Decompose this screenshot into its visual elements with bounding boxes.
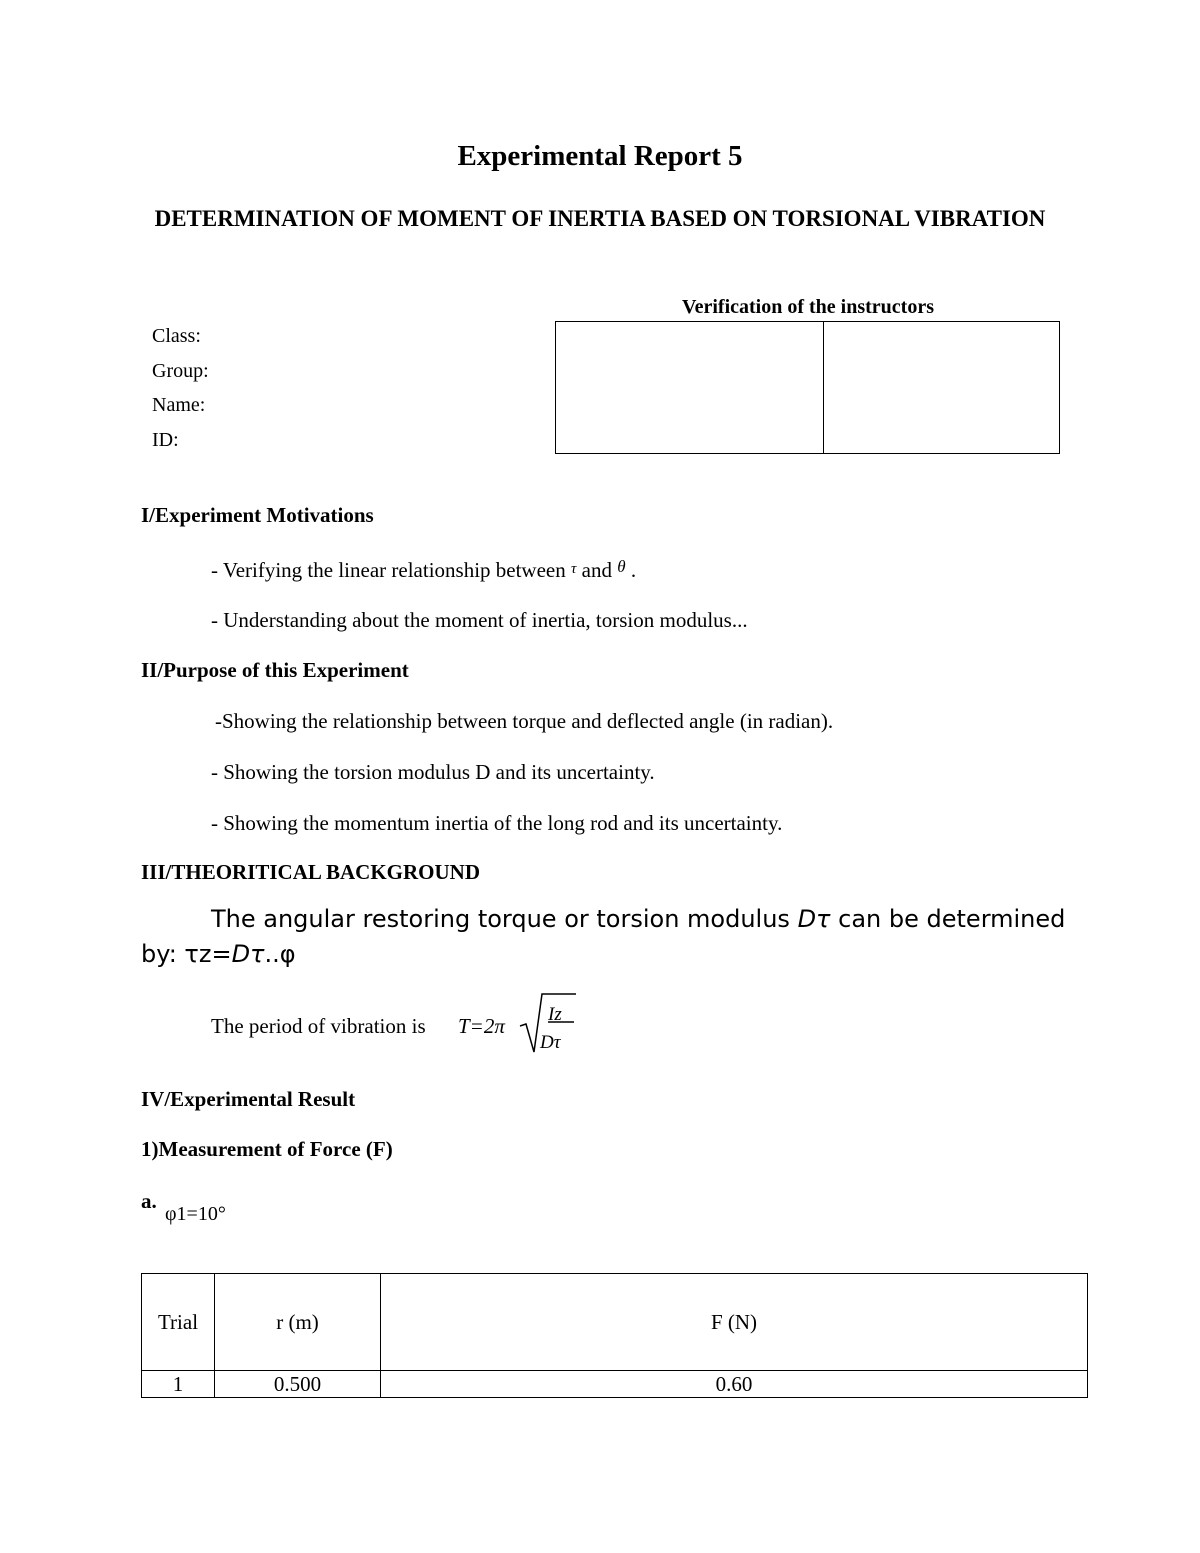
bullet1-and: and xyxy=(581,558,612,582)
table-header-r: r (m) xyxy=(215,1274,381,1371)
bullet1-prefix: - Verifying the linear relationship between xyxy=(211,558,566,582)
id-label: ID: xyxy=(152,429,179,451)
subsection1-heading: 1)Measurement of Force (F) xyxy=(141,1137,393,1161)
fraction-numerator: Iz xyxy=(548,1004,562,1025)
theory-line2-symbol: Dτ xyxy=(231,940,265,968)
table-header-row xyxy=(142,1274,1088,1371)
section1-bullet2: - Understanding about the moment of inertia, torsion modulus... xyxy=(211,608,748,632)
section2-heading: II/Purpose of this Experiment xyxy=(141,658,409,682)
section1-heading: I/Experiment Motivations xyxy=(141,503,374,527)
section2-bullet1: -Showing the relationship between torque and deflected angle (in radian). xyxy=(215,709,834,733)
fraction-denominator: Dτ xyxy=(540,1032,561,1053)
theory-line2 xyxy=(141,940,296,968)
name-label: Name: xyxy=(152,394,206,416)
theta-symbol: θ xyxy=(617,557,626,576)
report-subtitle: DETERMINATION OF MOMENT OF INERTIA BASED ON TORSIONAL VIBRATION xyxy=(154,206,1046,231)
section2-bullet2: - Showing the torsion modulus D and its uncertainty. xyxy=(211,760,655,784)
report-title: Experimental Report 5 xyxy=(457,140,743,172)
group-label: Group: xyxy=(152,360,209,382)
item-a-label: a. xyxy=(141,1189,157,1213)
verification-cell-right xyxy=(824,322,1060,453)
theory-line1-suffix: can be determined xyxy=(838,905,1066,933)
table-cell-trial: 1 xyxy=(142,1371,215,1398)
section4-heading: IV/Experimental Result xyxy=(141,1087,356,1111)
tau-symbol: τ xyxy=(571,561,577,577)
theory-line1-prefix: The angular restoring torque or torsion modulus xyxy=(211,905,790,933)
bullet1-suffix: . xyxy=(630,558,637,582)
table-header-trial: Trial xyxy=(142,1274,215,1371)
verification-box xyxy=(555,321,1060,454)
table-cell-f: 0.60 xyxy=(381,1371,1088,1398)
force-table xyxy=(141,1273,1088,1398)
section3-heading: III/THEORITICAL BACKGROUND xyxy=(141,860,480,884)
period-text: The period of vibration is xyxy=(211,1014,426,1038)
table-header-f: F (N) xyxy=(381,1274,1088,1371)
verification-label: Verification of the instructors xyxy=(682,296,934,318)
item-a-formula: φ1=10° xyxy=(165,1203,226,1225)
table-cell-r: 0.500 xyxy=(215,1371,381,1398)
class-label: Class: xyxy=(152,325,201,347)
period-formula: T=2π xyxy=(458,1014,505,1038)
section1-bullet1 xyxy=(211,557,636,583)
section2-bullet3: - Showing the momentum inertia of the long rod and its uncertainty. xyxy=(211,811,783,835)
theory-line2-suffix: ..φ xyxy=(264,940,296,968)
theory-line1 xyxy=(211,905,1065,933)
theory-line1-symbol: Dτ xyxy=(797,905,831,933)
table-row xyxy=(142,1371,1088,1398)
verification-cell-left xyxy=(556,322,823,453)
theory-line2-prefix: by: τz= xyxy=(141,940,232,968)
